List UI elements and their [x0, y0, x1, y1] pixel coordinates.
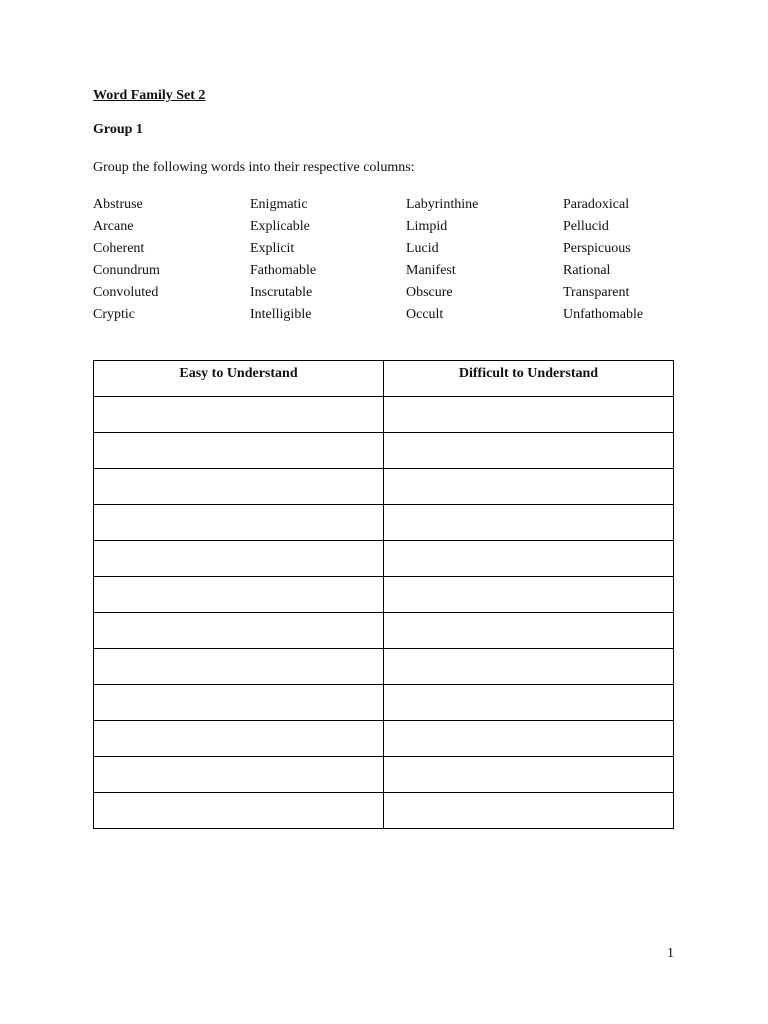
easy-answer-cell[interactable]	[94, 505, 384, 541]
difficult-answer-cell[interactable]	[384, 433, 674, 469]
group-heading: Group 1	[93, 122, 143, 137]
easy-answer-cell[interactable]	[94, 469, 384, 505]
word-item: Paradoxical	[563, 197, 630, 212]
word-item: Conundrum	[93, 263, 160, 278]
table-row	[94, 469, 674, 505]
easy-answer-cell[interactable]	[94, 721, 384, 757]
word-item: Explicable	[250, 219, 310, 234]
easy-answer-cell[interactable]	[94, 649, 384, 685]
difficult-answer-cell[interactable]	[384, 397, 674, 433]
word-item: Unfathomable	[563, 307, 644, 322]
difficult-answer-cell[interactable]	[384, 649, 674, 685]
word-item: Labyrinthine	[406, 197, 479, 212]
difficult-answer-cell[interactable]	[384, 613, 674, 649]
table-row	[94, 721, 674, 757]
word-item: Coherent	[93, 241, 145, 256]
word-column-2	[250, 196, 316, 328]
table-row	[94, 433, 674, 469]
easy-answer-cell[interactable]	[94, 757, 384, 793]
easy-answer-cell[interactable]	[94, 685, 384, 721]
word-item: Inscrutable	[250, 285, 313, 300]
word-column-1	[93, 196, 160, 328]
table-row	[94, 649, 674, 685]
easy-answer-cell[interactable]	[94, 541, 384, 577]
table-row	[94, 577, 674, 613]
word-item: Transparent	[563, 285, 630, 300]
table-row	[94, 613, 674, 649]
word-item: Enigmatic	[250, 197, 308, 212]
word-item: Manifest	[406, 263, 456, 278]
instruction-text: Group the following words into their respective columns:	[93, 160, 415, 175]
document-title: Word Family Set 2	[93, 88, 206, 103]
word-item: Pellucid	[563, 219, 609, 234]
difficult-answer-cell[interactable]	[384, 469, 674, 505]
table-row	[94, 685, 674, 721]
word-item: Rational	[563, 263, 611, 278]
word-item: Limpid	[406, 219, 448, 234]
word-item: Obscure	[406, 285, 453, 300]
word-item: Convoluted	[93, 285, 159, 300]
word-item: Cryptic	[93, 307, 135, 322]
word-item: Perspicuous	[563, 241, 631, 256]
difficult-answer-cell[interactable]	[384, 757, 674, 793]
table-row	[94, 541, 674, 577]
page-number: 1	[667, 946, 674, 961]
easy-answer-cell[interactable]	[94, 793, 384, 829]
word-column-3	[406, 196, 478, 328]
easy-answer-cell[interactable]	[94, 577, 384, 613]
word-item: Abstruse	[93, 197, 143, 212]
word-item: Lucid	[406, 241, 439, 256]
table-row	[94, 793, 674, 829]
easy-answer-cell[interactable]	[94, 613, 384, 649]
word-item: Occult	[406, 307, 444, 322]
word-column-4	[563, 196, 643, 328]
difficult-answer-cell[interactable]	[384, 541, 674, 577]
table-header-row	[94, 361, 674, 397]
word-item: Arcane	[93, 219, 134, 234]
answer-table-body	[94, 397, 674, 829]
answer-table	[93, 360, 674, 829]
easy-answer-cell[interactable]	[94, 433, 384, 469]
column-header-easy: Easy to Understand	[94, 361, 384, 397]
table-row	[94, 397, 674, 433]
difficult-answer-cell[interactable]	[384, 685, 674, 721]
word-item: Explicit	[250, 241, 295, 256]
column-header-difficult: Difficult to Understand	[384, 361, 674, 397]
easy-answer-cell[interactable]	[94, 397, 384, 433]
word-item: Intelligible	[250, 307, 312, 322]
difficult-answer-cell[interactable]	[384, 793, 674, 829]
word-item: Fathomable	[250, 263, 317, 278]
difficult-answer-cell[interactable]	[384, 721, 674, 757]
table-row	[94, 505, 674, 541]
table-row	[94, 757, 674, 793]
difficult-answer-cell[interactable]	[384, 505, 674, 541]
difficult-answer-cell[interactable]	[384, 577, 674, 613]
